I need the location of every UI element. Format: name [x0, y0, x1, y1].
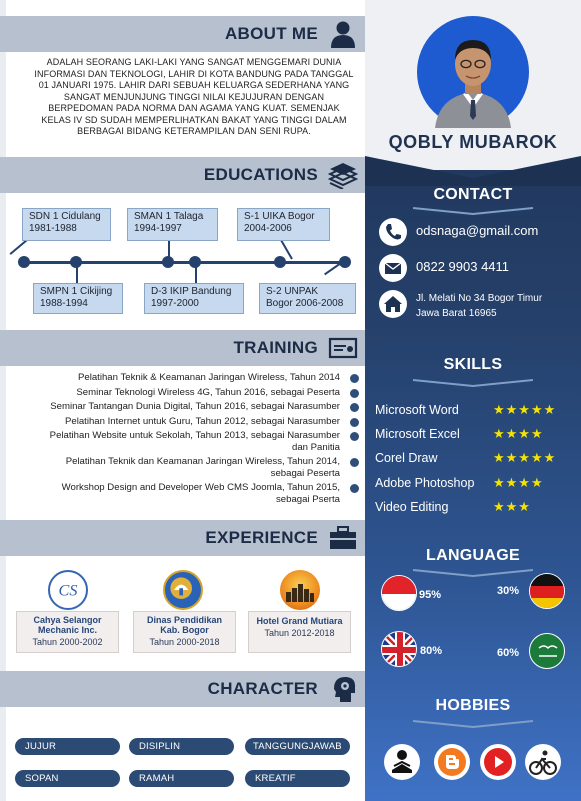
bullet	[350, 389, 359, 398]
character-title: CHARACTER	[207, 679, 318, 698]
timeline-stem	[10, 239, 28, 255]
blogger-icon	[434, 744, 470, 780]
experience-card: Hotel Grand Mutiara Tahun 2012-2018	[248, 611, 351, 653]
education-emblem-icon	[165, 572, 201, 608]
skill-row: Corel Draw ★★★★★	[375, 450, 557, 465]
education-item: SMAN 1 Talaga 1994-1997	[127, 208, 218, 241]
bullet	[350, 484, 359, 493]
trait-pill: RAMAH	[129, 770, 234, 787]
briefcase-icon	[328, 524, 358, 552]
house-icon	[379, 290, 407, 318]
company-logo-dinas	[163, 570, 203, 610]
skill-row: Adobe Photoshop ★★★★	[375, 475, 544, 490]
timeline-dot	[18, 256, 30, 268]
books-icon	[328, 161, 358, 189]
timeline-dot	[70, 256, 82, 268]
education-item: S-1 UIKA Bogor 2004-2006	[237, 208, 330, 241]
star-rating: ★★★★	[493, 426, 544, 441]
indonesia-flag-icon	[381, 575, 417, 611]
language-percent: 80%	[420, 645, 443, 657]
character-header	[0, 671, 376, 707]
educations-title: EDUCATIONS	[203, 165, 318, 184]
hobbies-title: HOBBIES	[435, 697, 511, 714]
experience-card: Dinas Pendidikan Kab. Bogor Tahun 2000-2018	[133, 611, 236, 653]
language-percent: 60%	[497, 647, 520, 659]
timeline-dot	[162, 256, 174, 268]
skills-title: SKILLS	[443, 356, 503, 373]
trait-pill: KREATIF	[245, 770, 350, 787]
envelope-icon	[379, 254, 407, 282]
education-item: S-2 UNPAK Bogor 2006-2008	[259, 283, 356, 314]
star-rating: ★★★★★	[493, 402, 557, 417]
divider	[413, 719, 533, 729]
list-item: Seminar Teknologi Wireless 4G, Tahun 2016, sebagai Peserta	[10, 387, 362, 399]
cycling-icon	[525, 744, 561, 780]
timeline-dot	[274, 256, 286, 268]
education-item: SMPN 1 Cikijing 1988-1994	[33, 283, 123, 314]
experience-card: Cahya Selangor Mechanic Inc. Tahun 2000-2002	[16, 611, 119, 653]
bullet	[350, 374, 359, 383]
cs-logo-icon	[50, 572, 86, 608]
list-item: Pelatihan Teknik & Keamanan Jaringan Wireless, Tahun 2014	[10, 372, 362, 384]
divider	[413, 378, 533, 388]
bullet	[350, 458, 359, 467]
trait-pill: DISIPLIN	[129, 738, 234, 755]
person-icon	[328, 20, 358, 48]
saudi-flag-icon	[529, 633, 565, 669]
about-header	[0, 16, 376, 52]
skill-row: Microsoft Excel ★★★★	[375, 426, 544, 441]
profile-name: QOBLY MUBAROK	[388, 132, 558, 152]
reading-icon	[384, 744, 420, 780]
hotel-skyline-icon	[280, 570, 320, 610]
youtube-icon	[480, 744, 516, 780]
timeline-dot	[339, 256, 351, 268]
chevron-band	[365, 156, 581, 186]
language-title: LANGUAGE	[426, 547, 520, 564]
about-text: ADALAH SEORANG LAKI-LAKI YANG SANGAT MENGGEMARI DUNIA INFORMASI DAN TEKNOLOGI, LAHIR DI KOTA BANDUNG PADA TANGGAL 01 JANUARI 1975. LAHIR DARI SEBUAH KELUARGA SEDERHANA YANG SANGAT MENJUNJUNG TINGGI NILAI KEJUJURAN DENGAN BERPEDOMAN PADA NORMA DAN AGAMA YANG KUAT. SEMENJAK KELAS IV SD SUDAH MEMPERLIHATKAN BAKAT YANG TINGGI DALAM BERBAGAI BIDANG KETERAMPILAN DAN SENI RUPA.	[34, 57, 354, 136]
skill-row: Video Editing ★★★	[375, 499, 531, 514]
trait-pill: TANGGUNGJAWAB	[245, 738, 350, 755]
experience-header	[0, 520, 376, 556]
contact-phone-row	[379, 254, 579, 284]
divider	[413, 568, 533, 578]
germany-flag-icon	[529, 573, 565, 609]
trait-pill: JUJUR	[15, 738, 120, 755]
training-header	[0, 330, 376, 366]
trait-pill: SOPAN	[15, 770, 120, 787]
timeline-dot	[189, 256, 201, 268]
about-title: ABOUT ME	[224, 24, 318, 43]
training-title: TRAINING	[233, 338, 318, 357]
divider	[413, 206, 533, 216]
language-percent: 30%	[497, 585, 520, 597]
star-rating: ★★★★★	[493, 450, 557, 465]
star-rating: ★★★	[493, 499, 531, 514]
profile-photo	[417, 16, 529, 128]
company-logo-hotel	[280, 570, 320, 610]
star-rating: ★★★★	[493, 475, 544, 490]
list-item: Pelatihan Internet untuk Guru, Tahun 2012, sebagai Narasumber	[10, 416, 362, 428]
list-item: Seminar Tantangan Dunia Digital, Tahun 2016, sebagai Narasumber	[10, 401, 362, 413]
list-item: Pelatihan Website untuk Sekolah, Tahun 2013, sebagai Narasumber dan Panitia	[10, 430, 362, 453]
education-item: SDN 1 Cidulang 1981-1988	[22, 208, 111, 241]
uk-flag-icon	[381, 631, 417, 667]
contact-phone[interactable]: 0822 9903 4411	[416, 259, 510, 274]
head-gears-icon	[328, 675, 358, 703]
bullet	[350, 418, 359, 427]
phone-handset-icon	[379, 218, 407, 246]
list-item: Pelatihan Teknik dan Keamanan Jaringan Wireless, Tahun 2014, sebagai Peserta	[10, 456, 362, 479]
list-item: Workshop Design and Developer Web CMS Joomla, Tahun 2015, sebagai Pserta	[10, 482, 362, 505]
contact-title: CONTACT	[433, 186, 513, 203]
training-list	[10, 372, 362, 508]
skill-row: Microsoft Word ★★★★★	[375, 402, 557, 417]
right-column	[365, 0, 581, 801]
language-percent: 95%	[419, 589, 442, 601]
bullet	[350, 432, 359, 441]
experience-title: EXPERIENCE	[205, 528, 318, 547]
company-logo-cahya	[48, 570, 88, 610]
certificate-icon	[328, 334, 358, 362]
contact-address: Jl. Melati No 34 Bogor Timur Jawa Barat 16965	[416, 293, 543, 319]
person-photo-icon	[417, 16, 529, 128]
contact-email-row	[379, 218, 579, 248]
contact-address-row	[379, 290, 579, 324]
educations-header	[0, 157, 376, 193]
education-item: D-3 IKIP Bandung 1997-2000	[144, 283, 244, 314]
svg-text:CS: CS	[58, 581, 78, 600]
bullet	[350, 403, 359, 412]
contact-email[interactable]: odsnaga@gmail.com	[416, 223, 539, 238]
